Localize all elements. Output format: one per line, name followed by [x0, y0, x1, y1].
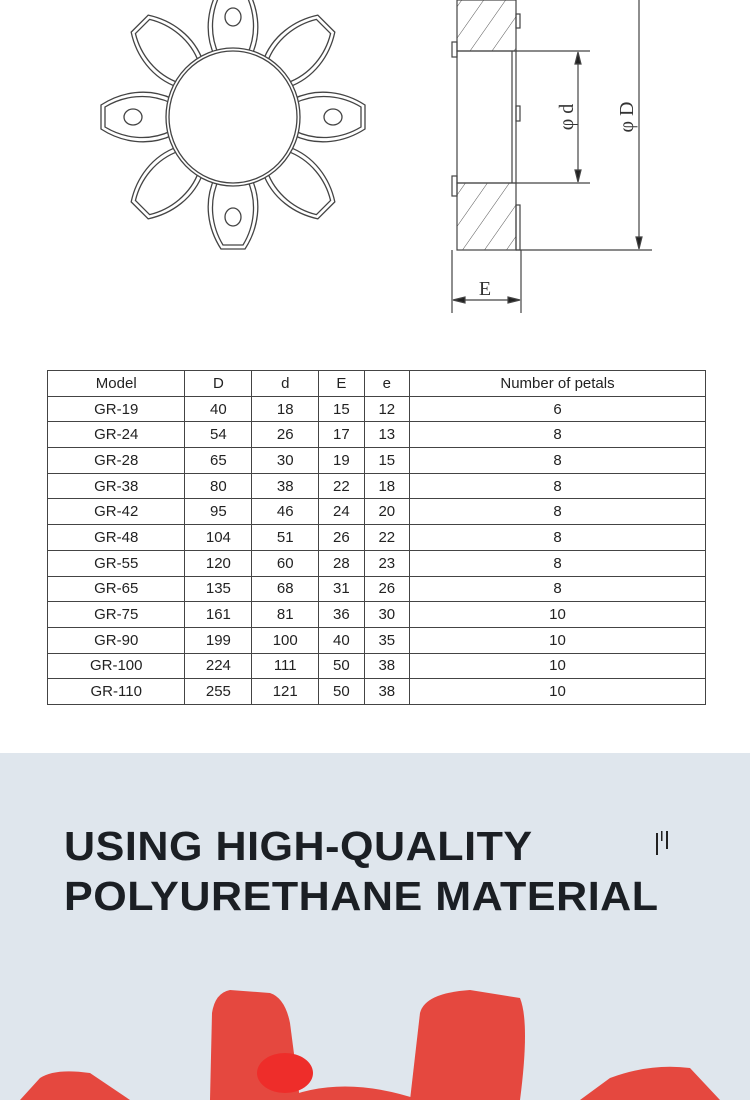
cell-E: 22	[319, 473, 364, 499]
petal	[208, 177, 258, 249]
table-row	[48, 448, 706, 474]
cell-E: 28	[319, 550, 364, 576]
cell-d: 100	[252, 627, 319, 653]
cell-model: GR-65	[48, 576, 185, 602]
cell-e: 35	[364, 627, 409, 653]
cell-d: 121	[252, 679, 319, 705]
cell-model: GR-55	[48, 550, 185, 576]
cell-E: 24	[319, 499, 364, 525]
header-model: Model	[48, 371, 185, 397]
cell-petals: 10	[410, 653, 706, 679]
cell-model: GR-38	[48, 473, 185, 499]
spec-table	[47, 370, 706, 705]
cell-model: GR-42	[48, 499, 185, 525]
cell-petals: 8	[410, 499, 706, 525]
table-row	[48, 473, 706, 499]
cell-D: 135	[185, 576, 252, 602]
cell-e: 38	[364, 653, 409, 679]
cell-model: GR-90	[48, 627, 185, 653]
cell-model: GR-48	[48, 525, 185, 551]
cell-D: 54	[185, 422, 252, 448]
cell-e: 22	[364, 525, 409, 551]
cell-petals: 10	[410, 602, 706, 628]
cell-D: 65	[185, 448, 252, 474]
petal	[293, 92, 365, 142]
cell-E: 17	[319, 422, 364, 448]
cell-e: 30	[364, 602, 409, 628]
cell-d: 26	[252, 422, 319, 448]
cell-D: 104	[185, 525, 252, 551]
cell-E: 19	[319, 448, 364, 474]
cell-petals: 8	[410, 550, 706, 576]
cell-e: 20	[364, 499, 409, 525]
cell-d: 38	[252, 473, 319, 499]
header-petals: Number of petals	[410, 371, 706, 397]
dimension-d-label: φ d	[556, 103, 578, 131]
cell-d: 51	[252, 525, 319, 551]
cell-d: 18	[252, 396, 319, 422]
cell-D: 40	[185, 396, 252, 422]
dimension-D-label: φ D	[616, 101, 638, 133]
table-header-row	[48, 371, 706, 397]
header-e: e	[364, 371, 409, 397]
cell-petals: 8	[410, 422, 706, 448]
table-row	[48, 602, 706, 628]
cell-petals: 8	[410, 473, 706, 499]
cell-model: GR-100	[48, 653, 185, 679]
cell-petals: 8	[410, 448, 706, 474]
cell-E: 40	[319, 627, 364, 653]
front-view-spider	[101, 0, 365, 249]
cell-petals: 8	[410, 576, 706, 602]
dimension-E-label: E	[478, 278, 492, 300]
cell-petals: 6	[410, 396, 706, 422]
cell-d: 111	[252, 653, 319, 679]
cell-petals: 8	[410, 525, 706, 551]
cell-e: 23	[364, 550, 409, 576]
side-view	[452, 0, 652, 313]
cell-D: 80	[185, 473, 252, 499]
cell-petals: 10	[410, 627, 706, 653]
cell-e: 15	[364, 448, 409, 474]
petal	[410, 990, 525, 1100]
cell-e: 13	[364, 422, 409, 448]
table-row	[48, 525, 706, 551]
cell-model: GR-28	[48, 448, 185, 474]
table-row	[48, 396, 706, 422]
header-D: D	[185, 371, 252, 397]
petal	[580, 1067, 720, 1100]
cell-E: 26	[319, 525, 364, 551]
cell-e: 18	[364, 473, 409, 499]
cell-D: 224	[185, 653, 252, 679]
table-row	[48, 499, 706, 525]
cell-E: 36	[319, 602, 364, 628]
petal	[101, 92, 173, 142]
cell-d: 30	[252, 448, 319, 474]
cell-e: 38	[364, 679, 409, 705]
cell-D: 120	[185, 550, 252, 576]
cell-e: 12	[364, 396, 409, 422]
table-row	[48, 627, 706, 653]
cell-model: GR-75	[48, 602, 185, 628]
cell-D: 95	[185, 499, 252, 525]
cell-model: GR-24	[48, 422, 185, 448]
cell-E: 50	[319, 679, 364, 705]
cell-d: 81	[252, 602, 319, 628]
cell-d: 68	[252, 576, 319, 602]
cell-D: 255	[185, 679, 252, 705]
cell-model: GR-19	[48, 396, 185, 422]
table-row	[48, 653, 706, 679]
cell-D: 161	[185, 602, 252, 628]
cell-E: 31	[319, 576, 364, 602]
material-banner	[0, 753, 750, 1100]
spider-coupling-technical-drawing	[0, 0, 750, 340]
cell-E: 50	[319, 653, 364, 679]
cell-petals: 10	[410, 679, 706, 705]
cell-e: 26	[364, 576, 409, 602]
cell-model: GR-110	[48, 679, 185, 705]
cell-E: 15	[319, 396, 364, 422]
petal-boss	[257, 1053, 313, 1093]
cell-d: 46	[252, 499, 319, 525]
headline-line-2: POLYURETHANE MATERIAL	[64, 873, 659, 919]
cell-d: 60	[252, 550, 319, 576]
header-E: E	[319, 371, 364, 397]
headline-line-1: USING HIGH-QUALITY	[64, 823, 533, 869]
red-spider-coupling-photo	[0, 753, 750, 1100]
header-d: d	[252, 371, 319, 397]
cell-D: 199	[185, 627, 252, 653]
table-row	[48, 679, 706, 705]
table-row	[48, 422, 706, 448]
petal	[20, 1071, 130, 1100]
table-row	[48, 576, 706, 602]
table-row	[48, 550, 706, 576]
